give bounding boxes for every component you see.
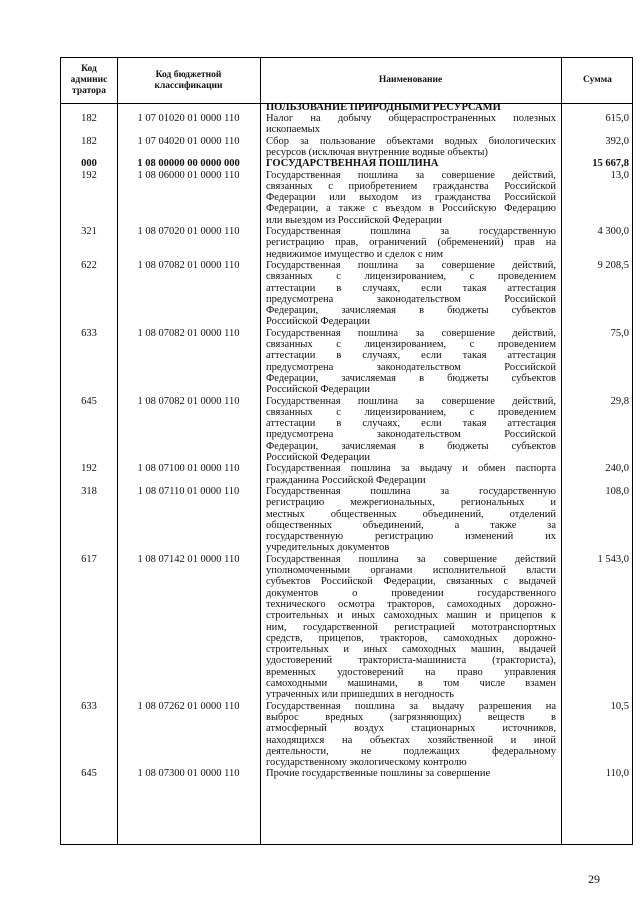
name-cell-line: связанных с лицензированием, с проведением bbox=[266, 406, 556, 418]
admin-code-cell: 622 bbox=[81, 259, 97, 271]
sum-cell: 392,0 bbox=[605, 135, 629, 147]
budget-code-cell: 1 08 07082 01 0000 110 bbox=[137, 327, 240, 339]
name-cell-line: выброс вредных (загрязняющих) веществ в bbox=[266, 711, 556, 723]
name-cell-line: субъектов Российской Федерации, связанных с выдачей bbox=[266, 576, 556, 588]
name-cell-line: Федерации, зачисляемая в бюджеты субъектов bbox=[266, 440, 556, 452]
name-cell-line: строительных и иных самоходных машин и прицепов к bbox=[266, 610, 556, 622]
sum-cell: 110,0 bbox=[605, 768, 629, 780]
name-cell-line: связанных с приобретением гражданства Российской bbox=[266, 180, 556, 192]
name-cell-line: Государственная пошлина за государственную bbox=[266, 485, 556, 497]
name-cell-line: Государственная пошлина за государственную bbox=[266, 226, 556, 237]
sum-cell: 9 208,5 bbox=[597, 259, 629, 271]
name-cell-line: самоходными машинами, в том числе взамен bbox=[266, 678, 556, 689]
admin-code-cell: 645 bbox=[81, 768, 97, 780]
page-number: 29 bbox=[588, 872, 600, 886]
name-cell-line: предусмотрена законодательством Российской bbox=[266, 293, 556, 305]
header-admin-line: Код bbox=[81, 64, 97, 74]
admin-code-cell: 321 bbox=[81, 226, 97, 237]
sum-cell: 615,0 bbox=[605, 113, 629, 124]
name-cell-line: связанных с лицензированием, с проведением bbox=[266, 339, 556, 350]
name-cell-line: утраченных или пришедших в негодность bbox=[266, 689, 455, 701]
admin-code-cell: 645 bbox=[81, 395, 97, 407]
sum-cell: 10,5 bbox=[610, 700, 629, 712]
name-cell-line: Федерации, зачисляемая в бюджеты субъектов bbox=[266, 372, 556, 384]
name-cell-line: Сбор за пользование объектами водных биологических bbox=[266, 135, 556, 147]
name-cell-line: Государственная пошлина за выдачу и обмен паспорта bbox=[266, 463, 556, 475]
name-cell-line: государственному экологическому контролю bbox=[266, 757, 467, 769]
name-cell-line: Государственная пошлина за совершение действий, bbox=[266, 395, 556, 407]
name-cell-line: удостоверений тракториста-машиниста (тракториста), bbox=[266, 655, 556, 667]
name-cell-line: технического осмотра тракторов, самоходных дорожно- bbox=[266, 598, 556, 610]
budget-table bbox=[60, 57, 633, 845]
budget-code-cell: 1 08 07082 01 0000 110 bbox=[137, 395, 240, 407]
name-cell-line: гражданина Российской Федерации bbox=[266, 474, 426, 486]
header-name-text: Наименование bbox=[378, 75, 443, 85]
sum-cell: 108,0 bbox=[605, 485, 629, 497]
admin-code-cell: 633 bbox=[81, 327, 97, 339]
sum-cell: 1 543,0 bbox=[597, 553, 629, 565]
sum-cell: 4 300,0 bbox=[597, 226, 629, 237]
admin-code-cell: 000 bbox=[81, 158, 97, 170]
section-title: ПОЛЬЗОВАНИЕ ПРИРОДНЫМИ РЕСУРСАМИ bbox=[266, 102, 501, 113]
name-cell-line: находящихся на объектах хозяйственной и иной bbox=[266, 734, 556, 746]
name-cell-line: атмосферный воздух стационарных источников, bbox=[266, 723, 556, 735]
name-cell-line: Российской Федерации bbox=[266, 316, 370, 328]
column-divider bbox=[260, 58, 261, 844]
name-cell-line: предусмотрена законодательством Российской bbox=[266, 361, 556, 373]
sum-cell: 29,8 bbox=[610, 395, 629, 407]
budget-code-cell: 1 08 07082 01 0000 110 bbox=[137, 259, 240, 271]
sum-cell: 15 667,8 bbox=[592, 158, 629, 170]
name-cell-line: аттестации в случаях, если такая аттестация bbox=[266, 282, 556, 294]
admin-code-cell: 192 bbox=[81, 169, 97, 181]
name-cell-line: деятельности, не подлежащих федеральному bbox=[266, 745, 556, 757]
budget-code-cell: 1 08 07142 01 0000 110 bbox=[137, 553, 240, 565]
budget-code-cell: 1 08 07100 01 0000 110 bbox=[137, 463, 240, 475]
name-cell-line: учредительных документов bbox=[266, 542, 390, 554]
name-cell-line: местных общественных объединений, отделений bbox=[266, 508, 556, 520]
header-admin-line: админис bbox=[70, 75, 108, 85]
name-cell-line: Государственная пошлина за совершение действий, bbox=[266, 259, 556, 271]
sum-cell: 13,0 bbox=[610, 169, 629, 181]
name-cell-line: аттестации в случаях, если такая аттестация bbox=[266, 418, 556, 430]
name-cell-line: предусмотрена законодательством Российской bbox=[266, 429, 556, 441]
admin-code-cell: 192 bbox=[81, 463, 97, 475]
header-code-line: Код бюджетной bbox=[155, 69, 222, 80]
name-cell-line: государственную регистрацию изменений их bbox=[266, 531, 556, 543]
sum-cell: 240,0 bbox=[605, 463, 629, 475]
name-cell-line: Государственная пошлина за совершение действий, bbox=[266, 327, 556, 339]
budget-code-cell: 1 08 06000 01 0000 110 bbox=[137, 169, 240, 181]
name-cell-line: Российской Федерации bbox=[266, 384, 370, 396]
name-cell-line: недвижимое имущество и сделок с ним bbox=[266, 248, 444, 260]
name-cell-line: Налог на добычу общераспространенных полезных bbox=[266, 113, 556, 124]
header-name bbox=[260, 58, 561, 103]
name-cell-line: ресурсов (исключая внутренние водные объекты) bbox=[266, 146, 488, 158]
budget-code-cell: 1 08 07300 01 0000 110 bbox=[137, 768, 240, 780]
header-code bbox=[117, 58, 260, 103]
header-sum bbox=[561, 58, 634, 103]
header-admin bbox=[61, 58, 117, 103]
name-cell-line: ископаемых bbox=[266, 124, 320, 136]
name-cell-line: Федерации или выходом из гражданства Российской bbox=[266, 192, 556, 204]
name-cell-line: ним, государственной регистрацией мототранспортных bbox=[266, 621, 556, 633]
budget-code-cell: 1 08 07110 01 0000 110 bbox=[137, 485, 240, 497]
name-cell-line: регистрацию прав, ограничений (обременений) прав на bbox=[266, 237, 556, 249]
name-cell-line: ГОСУДАРСТВЕННАЯ ПОШЛИНА bbox=[266, 158, 439, 170]
admin-code-cell: 617 bbox=[81, 553, 97, 565]
name-cell-line: документов о проведении государственного bbox=[266, 587, 556, 599]
budget-code-cell: 1 07 01020 01 0000 110 bbox=[137, 113, 240, 124]
admin-code-cell: 633 bbox=[81, 700, 97, 712]
name-cell-line: строительных и иных самоходных машин, выдачей bbox=[266, 644, 556, 656]
budget-code-cell: 1 08 07262 01 0000 110 bbox=[137, 700, 240, 712]
admin-code-cell: 318 bbox=[81, 485, 97, 497]
name-cell-line: средств, прицепов, тракторов, самоходных дорожно- bbox=[266, 632, 556, 644]
name-cell-line: Российской Федерации bbox=[266, 452, 370, 463]
name-cell-line: временных удостоверений на право управления bbox=[266, 666, 556, 678]
name-cell-line: Государственная пошлина за выдачу разрешения на bbox=[266, 700, 556, 712]
name-cell-line: уполномоченными органами исполнительной власти bbox=[266, 565, 556, 576]
budget-code-cell: 1 07 04020 01 0000 110 bbox=[137, 135, 240, 147]
budget-code-cell: 1 08 00000 00 0000 000 bbox=[137, 158, 240, 170]
name-cell-line: аттестации в случаях, если такая аттестация bbox=[266, 350, 556, 362]
sum-cell: 75,0 bbox=[610, 327, 629, 339]
name-cell-line: связанных с лицензированием, с проведением bbox=[266, 271, 556, 283]
name-cell-line: или выездом из Российской Федерации bbox=[266, 214, 442, 226]
admin-code-cell: 182 bbox=[81, 135, 97, 147]
name-cell-line: Федерации, зачисляемая в бюджеты субъектов bbox=[266, 305, 556, 317]
name-cell-line: общественных объединений, а также за bbox=[266, 519, 556, 531]
name-cell-line: Федерации, а также с въездом в Российскую Федерацию bbox=[266, 203, 556, 215]
header-code-line: классификации bbox=[154, 80, 223, 91]
name-cell-line: Государственная пошлина за совершение действий bbox=[266, 553, 556, 565]
name-cell-line: Государственная пошлина за совершение действий, bbox=[266, 169, 556, 181]
name-cell-line: Прочие государственные пошлины за совершение bbox=[266, 768, 491, 780]
header-admin-line: тратора bbox=[72, 86, 106, 96]
header-sum-text: Сумма bbox=[583, 75, 612, 85]
budget-code-cell: 1 08 07020 01 0000 110 bbox=[137, 226, 240, 237]
name-cell-line: регистрацию межрегиональных, региональных и bbox=[266, 497, 556, 509]
admin-code-cell: 182 bbox=[81, 113, 97, 124]
